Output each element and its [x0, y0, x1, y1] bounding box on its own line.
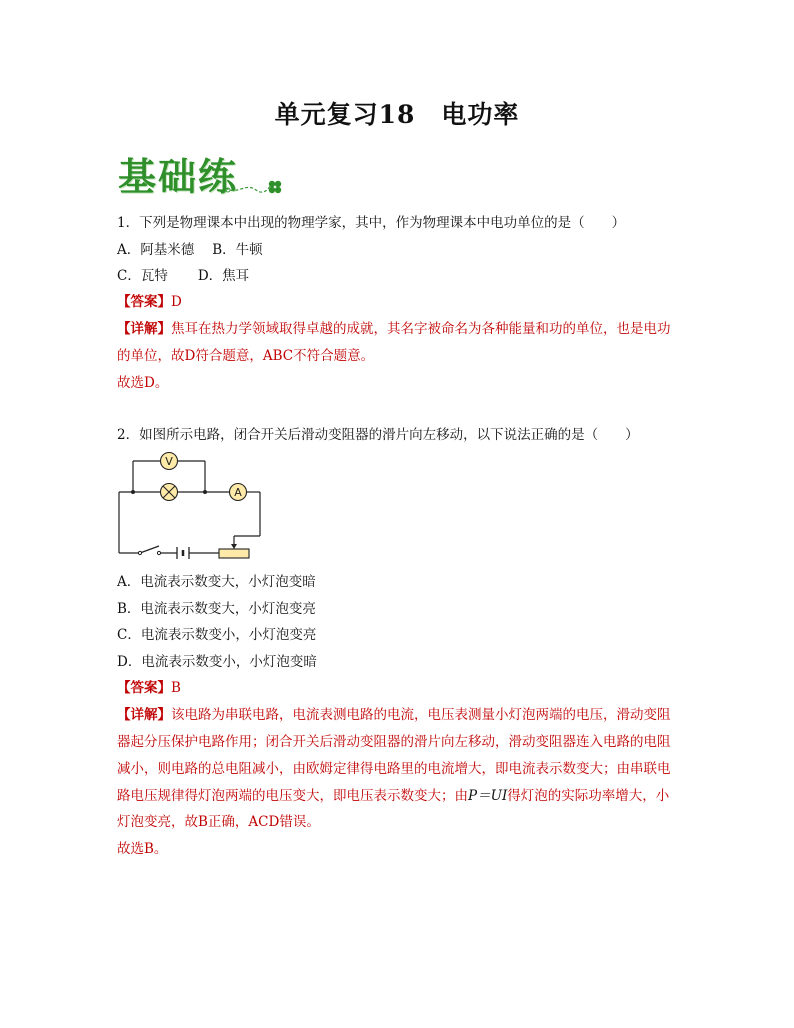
- q2-conclusion: 故选B。: [117, 841, 168, 857]
- q2-option-d: D．电流表示数变小，小灯泡变暗: [117, 654, 317, 670]
- q1-answer-label: 【答案】: [117, 294, 171, 310]
- q2-answer-value: B: [171, 680, 181, 696]
- circuit-diagram: [112, 450, 272, 565]
- q1-stem: 1．下列是物理课本中出现的物理学家，其中，作为物理课本中电功单位的是（ ）: [117, 215, 626, 231]
- page-title: 单元复习18 电功率: [274, 100, 520, 129]
- q1-detail-line-1: [117, 320, 671, 338]
- section-heading-label: 基础练: [118, 155, 239, 199]
- q2-option-c: C．电流表示数变小，小灯泡变亮: [117, 627, 317, 643]
- q2-detail-line-3: 减小，则电路的总电阻减小，由欧姆定律得电路里的电流增大，即电流表示数变大；由串联电: [117, 761, 671, 777]
- q1-conclusion: 故选D。: [117, 375, 169, 391]
- q2-answer-label: 【答案】: [117, 680, 171, 696]
- q2-option-a: A．电流表示数变大，小灯泡变暗: [117, 574, 316, 590]
- voltmeter-symbol: V: [165, 455, 173, 468]
- q1-option-b: B．牛顿: [212, 242, 263, 258]
- q2-detail-line-4: [117, 787, 669, 805]
- q2-option-b: B．电流表示数变大，小灯泡变亮: [117, 601, 316, 617]
- q2-detail-text-4b: 得灯泡的实际功率增大，小: [507, 788, 670, 804]
- q2-stem: 2．如图所示电路，闭合开关后滑动变阻器的滑片向左移动，以下说法正确的是（ ）: [117, 427, 639, 443]
- power-formula: P＝UI: [468, 788, 508, 804]
- clover-vine-decoration-icon: [118, 146, 288, 202]
- q2-detail-line-1: [117, 706, 671, 724]
- q2-detail-text-1: 该电路为串联电路，电流表测电路的电流，电压表测量小灯泡两端的电压，滑动变阻: [171, 707, 671, 723]
- q1-detail-line-2: 的单位，故D符合题意，ABC不符合题意。: [117, 348, 375, 364]
- q1-answer: [117, 293, 182, 311]
- q1-options-row-2: [117, 267, 249, 285]
- q1-options-row-1: [117, 241, 263, 259]
- q1-option-a: A．阿基米德: [117, 242, 195, 258]
- q1-option-d: D．焦耳: [197, 268, 250, 284]
- q1-option-c: C．瓦特: [117, 268, 168, 284]
- section-heading: [118, 146, 288, 202]
- q2-answer: [117, 679, 181, 697]
- q2-detail-text-4a: 路电压规律得灯泡两端的电压变大，即电压表示数变大；由: [117, 788, 468, 804]
- q2-detail-line-5: 灯泡变亮，故B正确，ACD错误。: [117, 814, 320, 830]
- q2-detail-label: 【详解】: [117, 707, 171, 723]
- q1-detail-text-1: 焦耳在热力学领域取得卓越的成就，其名字被命名为各种能量和功的单位，也是电功: [171, 321, 671, 337]
- ammeter-symbol: A: [234, 486, 242, 499]
- q2-detail-line-2: 器起分压保护电路作用；闭合开关后滑动变阻器的滑片向左移动，滑动变阻器连入电路的电阻: [117, 734, 671, 750]
- q1-answer-value: D: [171, 294, 182, 310]
- q1-detail-label: 【详解】: [117, 321, 171, 337]
